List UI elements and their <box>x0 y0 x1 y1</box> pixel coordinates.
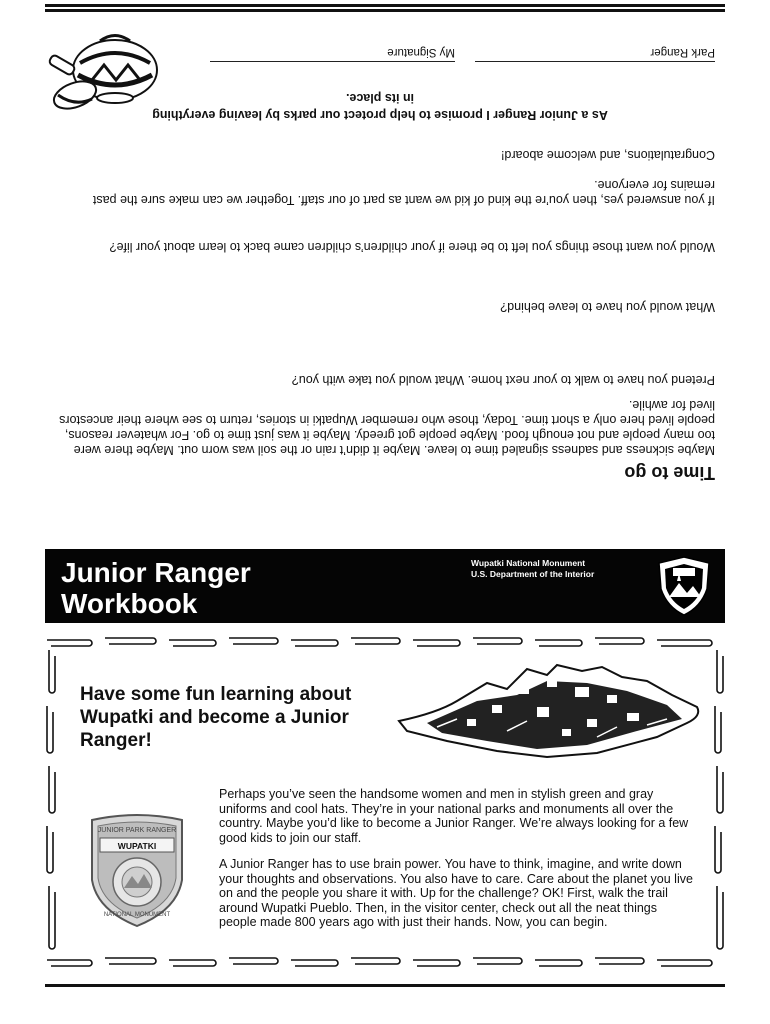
nps-arrowhead-icon <box>655 555 713 617</box>
intro-paragraph-2: A Junior Ranger has to use brain power. You have to think, imagine, and write down your thoughts and observations. You also have to care. Care about the planet you live on and the people you share it with. Up for the challenge? OK! First, walk the trail around Wupatki Pueblo. Then, in the visitor center, check out all the neat things people made 800 years ago with just their hands. Now, you can begin. <box>219 857 693 929</box>
badge-top-text: JUNIOR PARK RANGER <box>97 827 177 834</box>
org-line-2: U.S. Department of the Interior <box>471 569 595 579</box>
congratulations-text: Congratulations, and welcome aboard! <box>500 148 715 162</box>
junior-ranger-badge-icon <box>82 810 192 930</box>
top-rule <box>45 4 725 7</box>
answered-yes-text: If you answered yes, then you’re the kind of kid we want as part of our staff. Together we can make sure the past remains for everyone. <box>92 178 715 207</box>
signature-line-self[interactable] <box>210 61 455 62</box>
signature-line-ranger[interactable] <box>475 61 715 62</box>
banner-org <box>471 558 594 580</box>
junior-ranger-pledge: As a Junior Ranger I promise to help protect our parks by leaving everything in its place. <box>152 91 608 122</box>
signature-label-ranger: Park Ranger <box>650 46 715 58</box>
signature-label-self: My Signature <box>387 46 455 58</box>
question-children: Would you want those things you left to be there if your children’s children came back to learn about your life? <box>109 240 715 254</box>
question-leave-behind: What would you have to leave behind? <box>500 300 715 314</box>
pottery-illustration <box>40 25 170 125</box>
badge-name-text: WUPATKI <box>117 841 157 851</box>
intro-paragraph-1: Perhaps you’ve seen the handsome women and men in stylish green and gray uniforms and cool hats. They’re in your national parks and monuments all over the country. Maybe you’d like to become a Junior Ranger. We’re always looking for a few good kids to join our staff. <box>219 787 689 845</box>
time-to-go-body: Maybe sickness and sadness signaled time to leave. Maybe it didn’t rain or the soil was worn out. Maybe there were too many people and not enough food. Maybe people got greedy. Maybe it was just time to go. For whatever reasons, people lived here only a short time. Today, those who remember Wupatki in stories, return to see where their ancestors lived for awhile. <box>59 398 715 457</box>
question-take-with-you: Pretend you have to walk to your next home. What would you take with you? <box>291 373 715 387</box>
org-line-1: Wupatki National Monument <box>471 558 586 568</box>
banner-title: Junior Ranger Workbook <box>61 557 251 619</box>
time-to-go-heading: Time to go <box>624 463 715 483</box>
page-bottom-rule <box>45 984 725 987</box>
workbook-banner <box>45 549 725 623</box>
bottom-rule-upside <box>45 9 725 12</box>
intro-headline: Have some fun learning about Wupatki and become a Junior Ranger! <box>80 684 352 751</box>
pueblo-ruin-illustration <box>397 661 707 761</box>
badge-bottom-text: NATIONAL MONUMENT <box>103 912 171 918</box>
